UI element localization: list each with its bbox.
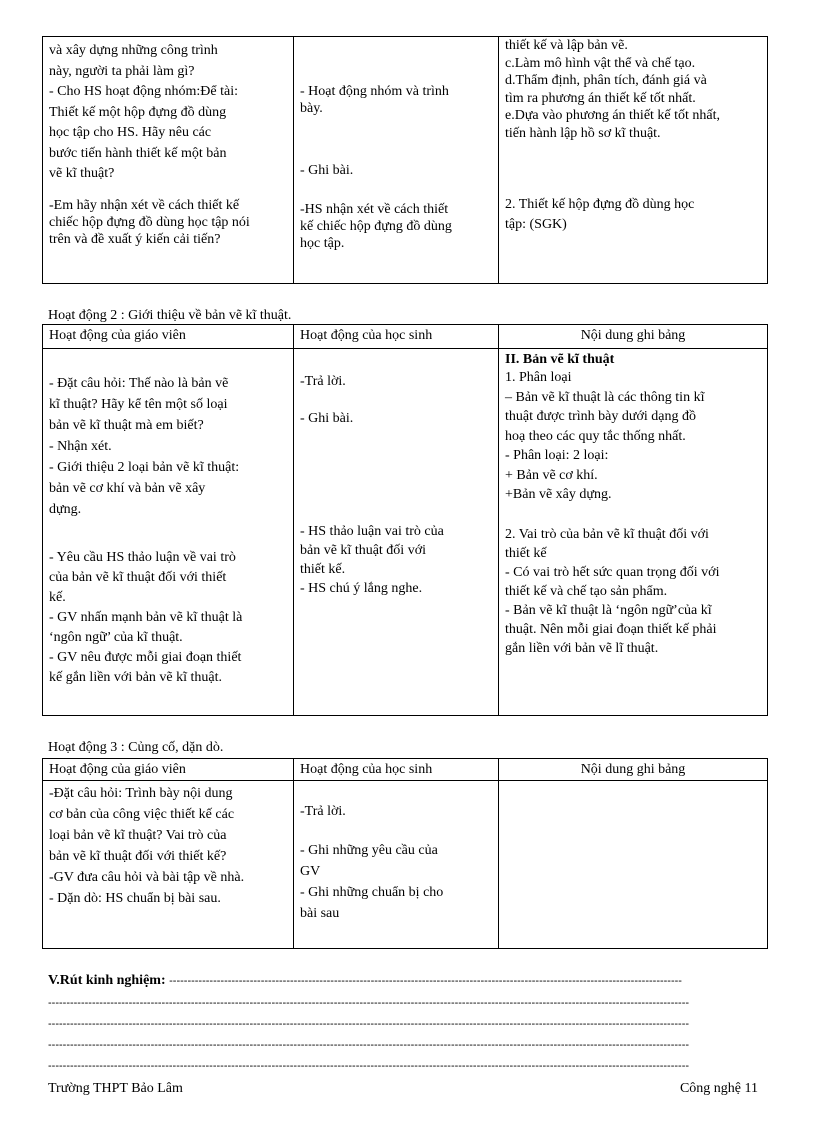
teacher-activity-text: và xây dựng những công trình này, người ta phải làm gì? - Cho HS hoạt động nhóm:Để tài: Thiết kế một hộp đựng đồ dùng học tập cho HS. Hãy nêu các bước tiến hành thiết kế một bản vẽ kĩ thuật? [49,43,238,181]
student-activity-text: -Trả lời. [300,374,346,389]
header-student: Hoạt động của học sinh [294,759,499,781]
header-student: Hoạt động của học sinh [294,325,499,349]
activity-3-table [42,758,768,949]
header-board: Nội dung ghi bảng [499,759,768,781]
header-board: Nội dung ghi bảng [499,325,768,349]
teacher-activity-cell [43,37,294,284]
experience-dashes: -------------------------------------------------------------------------------------------------------------------------------------------- [169,975,682,987]
teacher-activity-cell [43,781,294,949]
board-content-cell [499,37,768,284]
activity-2-table [42,324,768,716]
board-content-cell [499,349,768,716]
dashed-line: ------------------------------------------------------------------------------------------------------------------------------------------------------------------------------- [48,997,690,1009]
experience-label: V.Rút kinh nghiệm: [48,973,166,988]
board-content-text: thiết kế và lập bản vẽ. c.Làm mô hình vật thể và chế tạo. d.Thẩm định, phân tích, đánh giá và tìm ra phương án thiết kế tốt nhất. e.Dựa vào phương án thiết kế tốt nhất, tiến hành lập hồ sơ kĩ thuật. [505,38,721,141]
board-content-text: 2. Thiết kế hộp đựng đồ dùng học tập: (SGK) [505,197,695,232]
board-content-cell [499,781,768,949]
student-activity-cell [294,349,499,716]
teacher-activity-text: -Em hãy nhận xét về cách thiết kế chiếc hộp đựng đồ dùng học tập nói trên và đề xuất ý kiến cải tiến? [49,197,250,247]
activity-3-title: Hoạt động 3 : Củng cố, dặn dò. [48,740,224,755]
student-activity-text: - Hoạt động nhóm và trình bày. [300,84,449,116]
student-activity-text: -HS nhận xét về cách thiết kế chiếc hộp đựng đồ dùng học tập. [300,202,452,251]
footer-school: Trường THPT Bảo Lâm [48,1081,183,1096]
student-activity-cell [294,37,499,284]
student-activity-text: - Ghi bài. [300,411,354,426]
teacher-activity-cell [43,349,294,716]
experience-section [48,972,762,990]
header-teacher: Hoạt động của giáo viên [43,325,294,349]
lesson-table-continued [42,36,768,284]
student-activity-text: -Trả lời. [300,804,346,819]
student-activity-text: - Ghi bài. [300,163,354,178]
section-title: II. Bản vẽ kĩ thuật [505,352,615,367]
board-content-text: 1. Phân loại – Bản vẽ kĩ thuật là các thông tin kĩ thuật được trình bày dưới dạng đồ hoạ theo các quy tắc thống nhất. - Phân loại: 2 loại: + Bản vẽ cơ khí. +Bản vẽ xây dựng. [505,370,705,502]
dashed-line: ------------------------------------------------------------------------------------------------------------------------------------------------------------------------------- [48,1018,690,1030]
activity-2-title: Hoạt động 2 : Giới thiệu về bản vẽ kĩ thuật. [48,308,292,323]
board-content-text: 2. Vai trò của bản vẽ kĩ thuật đối với thiết kế - Có vai trò hết sức quan trọng đối với thiết kế và chế tạo sản phẩm. - Bản vẽ kĩ thuật là ‘ngôn ngữ’của kĩ thuật. Nên mỗi giai đoạn thiết kế phải gắn liền với bản vẽ lĩ thuật. [505,526,720,656]
dashed-line: ------------------------------------------------------------------------------------------------------------------------------------------------------------------------------- [48,1039,690,1051]
teacher-activity-text: -Đặt câu hỏi: Trình bày nội dung cơ bản của công việc thiết kế các loại bản vẽ kĩ thuật? Vai trò của bản vẽ kĩ thuật đối với thiết kế? -GV đưa câu hỏi và bài tập về nhà. - Dặn dò: HS chuẩn bị bài sau. [49,786,245,906]
teacher-activity-text: - Yêu cầu HS thảo luận về vai trò của bản vẽ kĩ thuật đối với thiết kế. - GV nhấn mạnh bản vẽ kĩ thuật là ‘ngôn ngữ’ của kĩ thuật. - GV nêu được mỗi giai đoạn thiết kế gắn liền với bản vẽ kĩ thuật. [49,550,243,685]
student-activity-text: - Ghi những yêu cầu của GV - Ghi những chuẩn bị cho bài sau [300,843,444,921]
dashed-line: ------------------------------------------------------------------------------------------------------------------------------------------------------------------------------- [48,1060,690,1072]
header-teacher: Hoạt động của giáo viên [43,759,294,781]
student-activity-cell [294,781,499,949]
teacher-activity-text: - Đặt câu hỏi: Thế nào là bản vẽ kĩ thuật? Hãy kể tên một số loại bản vẽ kĩ thuật mà em biết? - Nhận xét. - Giới thiệu 2 loại bản vẽ kĩ thuật: bản vẽ cơ khí và bản vẽ xây dựng. [49,376,240,517]
student-activity-text: - HS thảo luận vai trò của bản vẽ kĩ thuật đối với thiết kế. - HS chú ý lắng nghe. [300,524,444,596]
footer-subject: Công nghệ 11 [679,1081,758,1096]
